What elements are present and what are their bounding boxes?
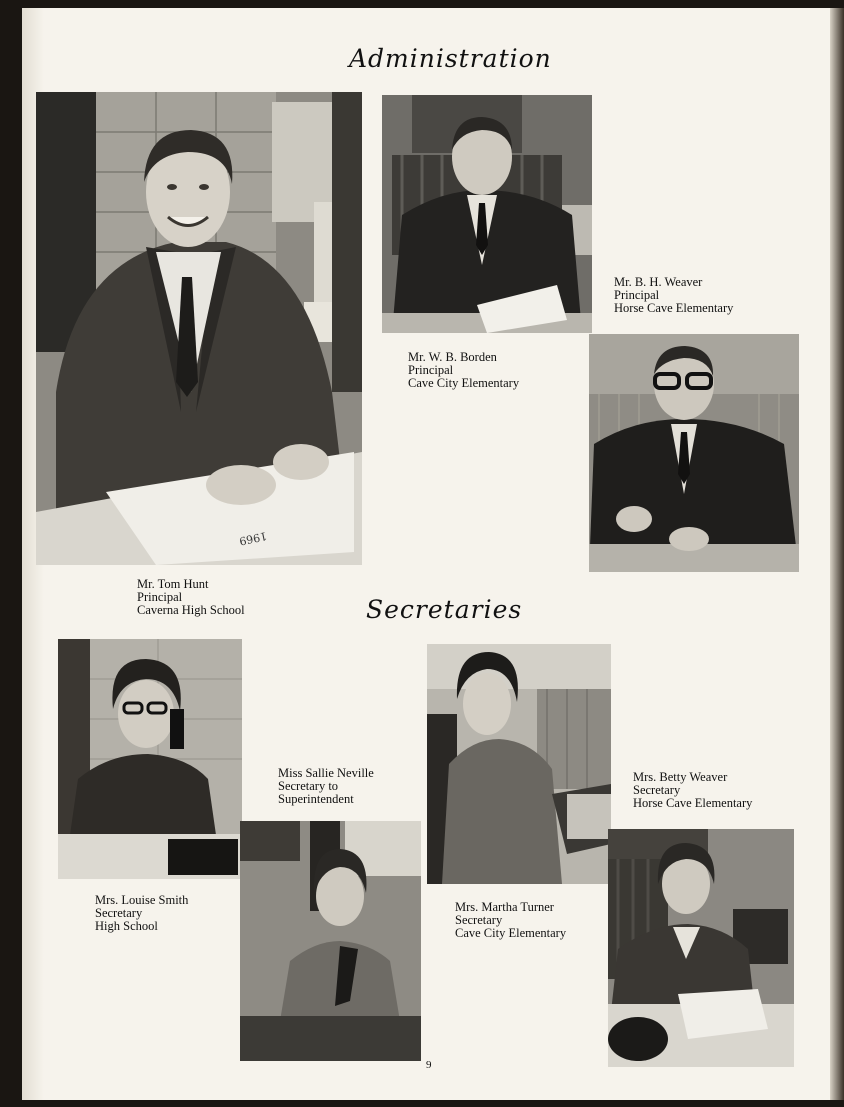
caption-bh-weaver	[614, 276, 733, 315]
caption-martha-turner	[455, 901, 566, 940]
person-title: Secretary	[633, 783, 681, 797]
person-school: High School	[95, 919, 158, 933]
person-title: Principal	[614, 288, 660, 302]
person-school: Cave City Elementary	[455, 926, 567, 940]
photo-sallie-neville	[240, 821, 421, 1061]
caption-louise-smith	[95, 894, 188, 933]
person-name: Mr. Tom Hunt	[137, 577, 209, 591]
person-title: Principal	[137, 590, 183, 604]
person-title: Secretary	[455, 913, 503, 927]
person-name: Miss Sallie Neville	[278, 766, 374, 780]
photo-betty-weaver	[608, 829, 794, 1067]
person-name: Mrs. Betty Weaver	[633, 770, 728, 784]
person-school: Superintendent	[278, 792, 354, 806]
photo-bh-weaver	[589, 334, 799, 572]
photo-louise-smith	[58, 639, 242, 879]
page-number: 9	[426, 1059, 432, 1071]
photo-tom-hunt	[36, 92, 362, 565]
caption-betty-weaver	[633, 771, 752, 810]
administration-heading: Administration	[349, 44, 552, 73]
person-name: Mr. B. H. Weaver	[614, 275, 703, 289]
person-school: Horse Cave Elementary	[614, 301, 734, 315]
person-name: Mr. W. B. Borden	[408, 350, 497, 364]
person-title: Secretary to	[278, 779, 339, 793]
photo-wb-borden	[382, 95, 592, 333]
calendar-year-text: 1969	[237, 529, 269, 548]
caption-sallie-neville	[278, 767, 374, 806]
person-title: Principal	[408, 363, 454, 377]
person-school: Caverna High School	[137, 603, 245, 617]
person-name: Mrs. Louise Smith	[95, 893, 189, 907]
person-title: Secretary	[95, 906, 143, 920]
photo-martha-turner	[427, 644, 611, 884]
page-edge	[830, 8, 844, 1100]
caption-tom-hunt	[137, 578, 245, 617]
person-school: Horse Cave Elementary	[633, 796, 753, 810]
secretaries-heading: Secretaries	[366, 595, 523, 624]
caption-wb-borden	[408, 351, 519, 390]
person-name: Mrs. Martha Turner	[455, 900, 554, 914]
person-school: Cave City Elementary	[408, 376, 520, 390]
